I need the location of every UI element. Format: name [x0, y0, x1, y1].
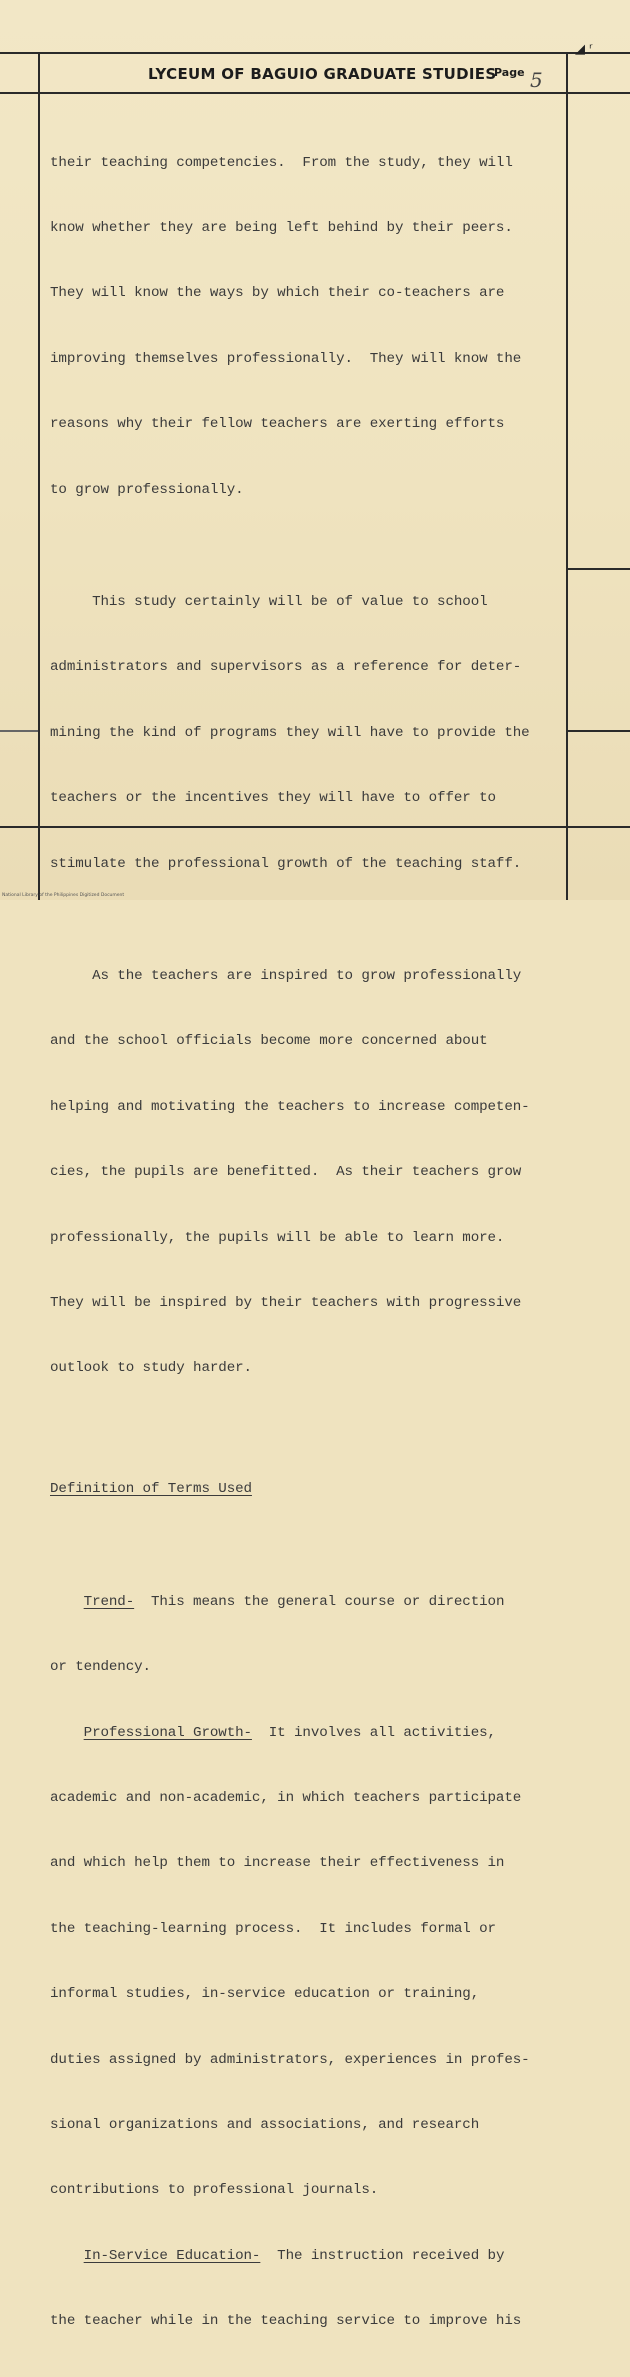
text-line: academic and non-academic, in which teachers participate — [50, 1790, 522, 1807]
text-line: to grow professionally. — [50, 481, 244, 498]
body-text — [50, 109, 568, 2377]
term-label: Trend- — [83, 1593, 135, 1610]
text-line: sional organizations and associations, and research — [50, 2117, 480, 2134]
text-line: the teacher while in the teaching service to improve his — [50, 2313, 522, 2330]
text-line: teachers or the incentives they will have to offer to — [50, 790, 496, 807]
text-line: informal studies, in-service education or training, — [50, 1986, 480, 2003]
text-line: This study certainly will be of value to school — [50, 594, 488, 611]
term-definition: The instruction received by — [260, 2247, 505, 2264]
text-line: duties assigned by administrators, experiences in profes- — [50, 2051, 530, 2068]
section-heading — [50, 1479, 568, 1501]
header-top-rule — [0, 52, 630, 54]
page-number: 5 — [530, 68, 543, 92]
term-label: Professional Growth- — [83, 1724, 252, 1741]
header-title: LYCEUM OF BAGUIO GRADUATE STUDIES — [148, 65, 497, 83]
term-trend — [50, 1592, 568, 1614]
term-in-service-education — [50, 2246, 568, 2268]
left-margin-tick — [0, 730, 38, 732]
text-line: professionally, the pupils will be able to learn more. — [50, 1229, 505, 1246]
header-bottom-rule — [0, 92, 630, 94]
text-line: and the school officials become more concerned about — [50, 1033, 488, 1050]
text-line: cies, the pupils are benefitted. As their teachers grow — [50, 1164, 522, 1181]
text-line: They will know the ways by which their co-teachers are — [50, 285, 505, 302]
text-line: and which help them to increase their effectiveness in — [50, 1855, 505, 1872]
section-heading-text: Definition of Terms Used — [50, 1481, 252, 1498]
text-line: know whether they are being left behind by their peers. — [50, 219, 513, 236]
footer-watermark: National Library of the Philippines Digitized Document — [2, 893, 125, 898]
text-line: mining the kind of programs they will have to provide the — [50, 724, 530, 741]
text-line: administrators and supervisors as a reference for deter- — [50, 659, 522, 676]
text-line: the teaching-learning process. It includes formal or — [50, 1920, 496, 1937]
text-line: contributions to professional journals. — [50, 2182, 379, 2199]
term-label: In-Service Education- — [83, 2247, 261, 2264]
page-label: Page — [494, 66, 525, 79]
text-line: stimulate the professional growth of the teaching staff. — [50, 855, 522, 872]
left-margin-rule — [38, 52, 40, 900]
text-line: reasons why their fellow teachers are exerting efforts — [50, 416, 505, 433]
text-line: They will be inspired by their teachers with progressive — [50, 1295, 522, 1312]
text-line: As the teachers are inspired to grow professionally — [50, 968, 522, 985]
text-line: their teaching competencies. From the study, they will — [50, 154, 513, 171]
corner-mark: ◢ ʳ — [575, 42, 593, 57]
right-margin-tick-2 — [566, 730, 630, 732]
right-margin-tick-1 — [566, 568, 630, 570]
text-line: outlook to study harder. — [50, 1360, 252, 1377]
term-professional-growth — [50, 1723, 568, 1745]
text-line: helping and motivating the teachers to increase competen- — [50, 1098, 530, 1115]
text-line: improving themselves professionally. They will know the — [50, 350, 522, 367]
text-line: or tendency. — [50, 1659, 151, 1676]
term-definition: It involves all activities, — [251, 1724, 496, 1741]
term-definition: This means the general course or direction — [134, 1593, 505, 1610]
